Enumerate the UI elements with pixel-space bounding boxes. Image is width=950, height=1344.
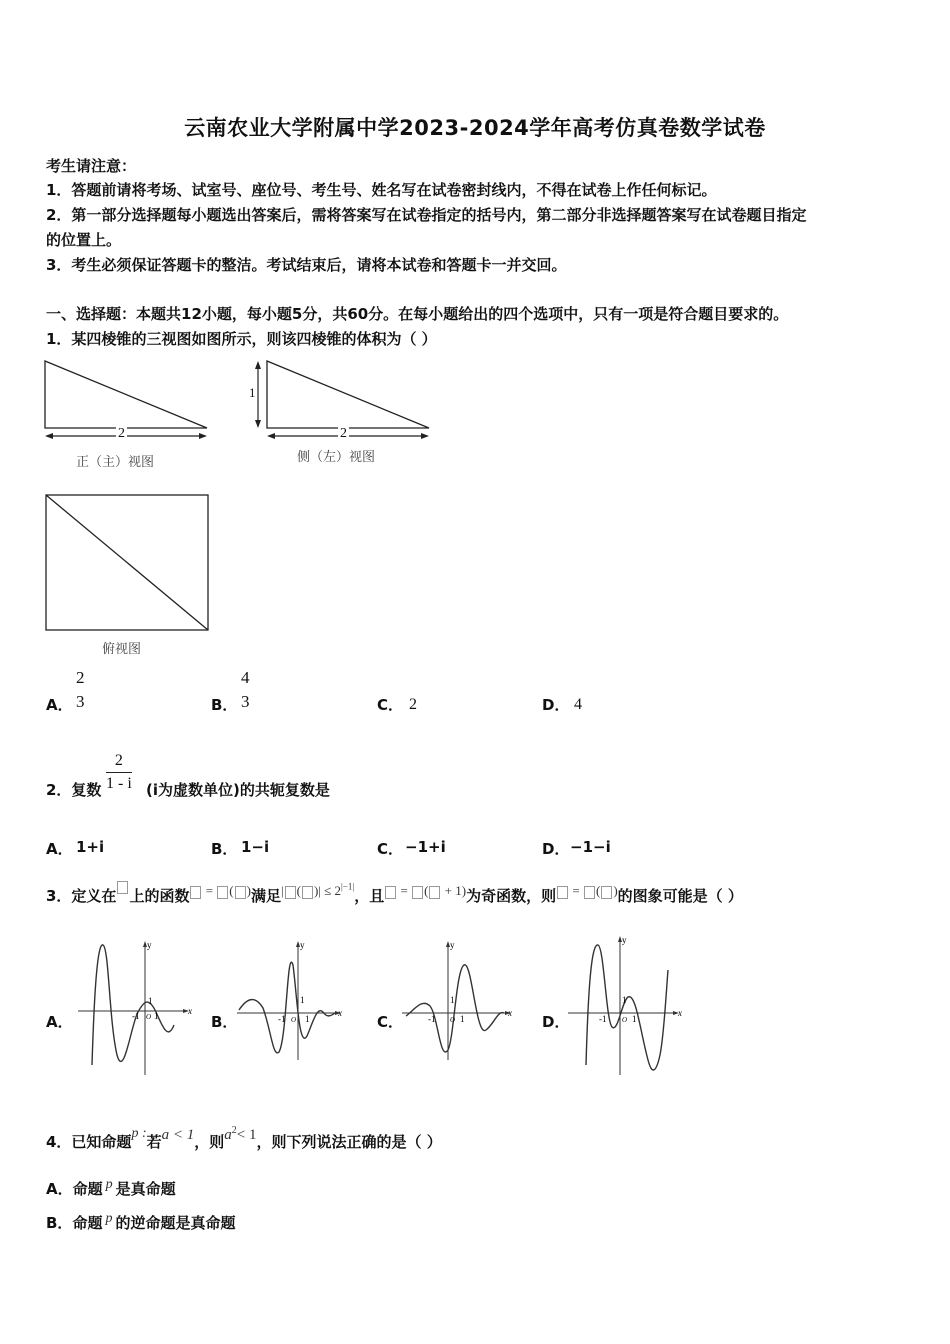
q3-option-b-label: B． xyxy=(211,1013,238,1031)
q4-text-3: ，则 xyxy=(194,1133,225,1151)
q2-option-a-value: 1+i xyxy=(76,838,105,856)
q4-option-a xyxy=(46,1178,176,1199)
top-view-figure xyxy=(45,494,210,634)
q4-option-b-symbol: p xyxy=(105,1211,113,1226)
q2-option-c-label: C． xyxy=(377,840,404,858)
y-axis-label: y xyxy=(450,940,455,950)
tick-1: 1 xyxy=(148,996,153,1006)
missing-glyph-icon xyxy=(557,886,568,899)
missing-glyph-icon xyxy=(412,886,423,899)
q4-option-a-pre: 命题 xyxy=(72,1180,103,1198)
q4-option-b-pre: 命题 xyxy=(72,1214,103,1232)
missing-glyph-icon xyxy=(601,886,612,899)
top-view-caption: 俯视图 xyxy=(102,641,142,656)
tick-1: 1 xyxy=(622,995,627,1005)
q2-option-b-label: B． xyxy=(211,840,238,858)
q2-option-a-label: A． xyxy=(46,840,73,858)
q1-option-c-label: C． xyxy=(377,696,404,714)
side-view-caption: 侧（左）视图 xyxy=(297,449,376,464)
origin-label: O xyxy=(291,1016,297,1024)
q4-option-b-label: B． xyxy=(46,1214,73,1232)
q1-stem: 1．某四棱锥的三视图如图所示，则该四棱锥的体积为（ ） xyxy=(46,330,437,348)
q3-text-2: 上的函数 xyxy=(129,887,190,905)
q4-condition: a < 1 xyxy=(161,1127,195,1143)
q1-option-a-den: 3 xyxy=(76,692,85,711)
y-axis-label: y xyxy=(300,940,305,950)
q2-prefix: 2．复数 xyxy=(46,781,102,799)
x-axis-label: x xyxy=(678,1008,682,1018)
notice-item-3: 3．考生必须保证答题卡的整洁。考试结束后，请将本试卷和答题卡一并交回。 xyxy=(46,256,567,274)
missing-glyph-icon xyxy=(190,886,201,899)
y-axis-label: y xyxy=(147,940,152,950)
q3-eq-2: = xyxy=(400,883,408,898)
q4-conclusion-rest: < 1 xyxy=(236,1127,257,1143)
missing-glyph-icon xyxy=(117,881,128,894)
x-axis-label: x xyxy=(508,1008,512,1018)
q3-option-a-label: A． xyxy=(46,1013,73,1031)
q1-option-d-value: 4 xyxy=(574,696,582,713)
q2-fraction xyxy=(106,752,132,793)
q3-text-1: 3．定义在 xyxy=(46,887,117,905)
front-view-caption: 正（主）视图 xyxy=(76,454,155,469)
q3-text-3: 满足 xyxy=(250,887,281,905)
q1-option-a-label: A． xyxy=(46,696,73,714)
q3-eq-3: = xyxy=(572,883,580,898)
q2-option-d-label: D． xyxy=(542,840,570,858)
y-axis-label: y xyxy=(622,935,627,945)
q1-option-b-num: 4 xyxy=(241,668,250,687)
q4-option-b xyxy=(46,1212,235,1233)
missing-glyph-icon xyxy=(217,886,228,899)
q3-graph-a xyxy=(76,940,201,1080)
q4-option-a-post: 是真命题 xyxy=(115,1180,176,1198)
q4-option-a-label: A． xyxy=(46,1180,73,1198)
q4-conclusion xyxy=(224,1127,256,1143)
tick-neg-1: -1 xyxy=(599,1014,607,1024)
side-view-dimension: 2 xyxy=(340,426,347,441)
q4-text-1: 4．已知命题 xyxy=(46,1133,132,1151)
q2-frac-num: 2 xyxy=(106,752,132,773)
front-view-figure xyxy=(44,360,214,455)
q4-text-2: 若 xyxy=(146,1133,162,1151)
q1-option-a-num: 2 xyxy=(76,668,85,687)
q3-le: ≤ 2 xyxy=(324,883,342,898)
q2-option-c-value: −1+i xyxy=(405,838,446,856)
q1-option-c-value: 2 xyxy=(409,696,417,713)
q3-exponent: |−1| xyxy=(341,881,355,892)
tick-neg-1: -1 xyxy=(428,1014,436,1024)
q3-text-6: 的图象可能是（ ） xyxy=(617,887,743,905)
origin-label: O xyxy=(450,1016,456,1024)
q1-option-b-value xyxy=(239,668,252,712)
q3-graph-c xyxy=(400,940,525,1070)
section-heading: 一、选择题：本题共12小题，每小题5分，共60分。在每小题给出的四个选项中，只有一项是符合题目要求的。 xyxy=(46,305,789,323)
q3-graph-b xyxy=(235,940,355,1070)
q1-option-b-den: 3 xyxy=(241,692,250,711)
q3-option-c-label: C． xyxy=(377,1013,404,1031)
missing-glyph-icon xyxy=(302,886,313,899)
q1-option-b-label: B． xyxy=(211,696,238,714)
q3-plus-one: + 1 xyxy=(444,883,462,898)
tick-1-x: 1 xyxy=(632,1014,637,1024)
tick-1: 1 xyxy=(450,995,455,1005)
tick-neg-1: -1 xyxy=(278,1014,286,1024)
q3-stem xyxy=(46,881,743,906)
missing-glyph-icon xyxy=(584,886,595,899)
origin-label: O xyxy=(146,1013,152,1021)
x-axis-label: x xyxy=(338,1008,342,1018)
side-view-height: 1 xyxy=(249,385,256,400)
notice-item-2-cont: 的位置上。 xyxy=(46,231,122,249)
q3-formula-3: = ( + 1) xyxy=(384,883,466,898)
q2-option-d-value: −1−i xyxy=(570,838,611,856)
q4-option-b-post: 的逆命题是真命题 xyxy=(115,1214,236,1232)
x-axis-label: x xyxy=(188,1006,192,1016)
front-view-dimension: 2 xyxy=(118,426,125,441)
q3-formula-4: = ( ) xyxy=(556,883,618,898)
tick-1-x: 1 xyxy=(305,1014,310,1024)
q3-formula-1: = ( ) xyxy=(189,883,251,898)
q4-stem xyxy=(46,1125,442,1152)
tick-1-x: 1 xyxy=(154,1011,159,1021)
q2-frac-den: 1 - i xyxy=(106,775,132,792)
q3-text-4: ，且 xyxy=(354,887,385,905)
q2-suffix: (i为虚数单位)的共轭复数是 xyxy=(146,781,330,799)
notice-item-2: 2．第一部分选择题每小题选出答案后，需将答案写在试卷指定的括号内，第二部分非选择题答案写在试卷题目指定 xyxy=(46,206,807,224)
notice-item-1: 1．答题前请将考场、试室号、座位号、考生号、姓名写在试卷密封线内，不得在试卷上作任何标记。 xyxy=(46,181,717,199)
q1-option-d-label: D． xyxy=(542,696,570,714)
missing-glyph-icon xyxy=(385,886,396,899)
q2-option-b-value: 1−i xyxy=(241,838,270,856)
q4-conclusion-exp: 2 xyxy=(231,1125,237,1136)
origin-label: O xyxy=(622,1016,628,1024)
q3-formula-2: | ( )| ≤ $2^{|-1|}$ xyxy=(281,881,355,898)
q3-option-d-label: D． xyxy=(542,1013,570,1031)
q4-option-a-symbol: p xyxy=(105,1177,113,1192)
missing-glyph-icon xyxy=(285,886,296,899)
page-title: 云南农业大学附属中学2023-2024学年高考仿真卷数学试卷 xyxy=(184,116,766,140)
tick-1: 1 xyxy=(300,995,305,1005)
q1-option-a-value xyxy=(74,668,87,712)
tick-1-x: 1 xyxy=(460,1014,465,1024)
tick-neg-1: -1 xyxy=(132,1011,140,1021)
q4-text-4: ，则下列说法正确的是（ ） xyxy=(256,1133,442,1151)
missing-glyph-icon xyxy=(235,886,246,899)
q3-graph-d xyxy=(566,935,691,1080)
q4-p-symbol: p : xyxy=(131,1126,147,1141)
q3-eq-1: = xyxy=(205,883,214,898)
missing-glyph-icon xyxy=(429,886,440,899)
notice-heading: 考生请注意： xyxy=(46,157,137,175)
q4-conclusion-base: a xyxy=(224,1127,232,1143)
q3-text-5: 为奇函数，则 xyxy=(466,887,557,905)
